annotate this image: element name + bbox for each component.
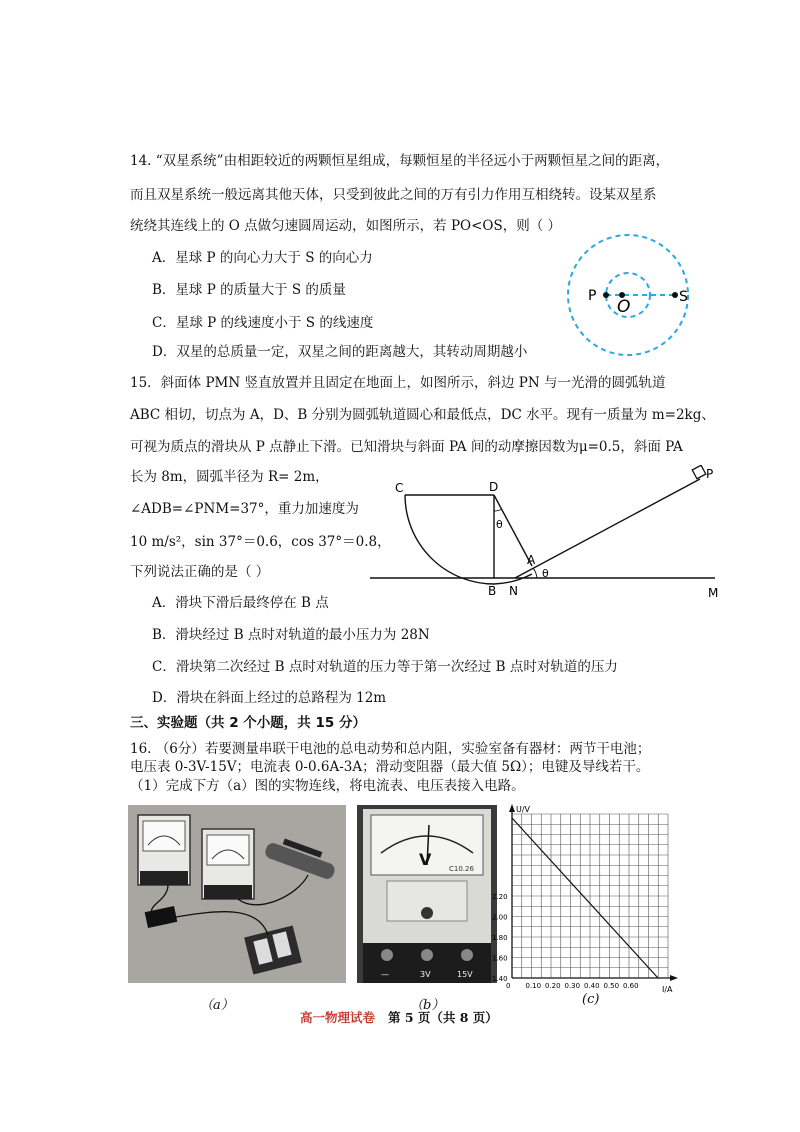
x-tick-label: 0.50 (603, 982, 620, 990)
q15-line7: 下列说法正确的是（ ） (130, 564, 270, 580)
incline-pn (515, 479, 700, 578)
arc-abc (405, 495, 494, 584)
q15-line6: 10 m/s²，sin 37°＝0.6，cos 37°＝0.8， (130, 534, 391, 550)
x-tick-label: 0 (506, 982, 511, 990)
q15-option-d: D．滑块在斜面上经过的总路程为 12m (152, 690, 387, 706)
q14-option-b: B．星球 P 的质量大于 S 的质量 (152, 282, 346, 298)
y-tick-label: 1.60 (492, 954, 508, 963)
label-p: P (706, 467, 714, 481)
label-theta-n: θ (542, 567, 549, 580)
label-s: S (679, 289, 688, 305)
q14-line2: 而且双星系统一般远离其他天体，只受到彼此之间的万有引力作用互相绕转。设某双星系 (130, 187, 657, 203)
section-title: 三、实验题（共 2 个小题，共 15 分） (130, 715, 366, 731)
label-n: N (509, 584, 518, 598)
binary-star-diagram (565, 230, 715, 370)
label-a: A (527, 553, 536, 567)
star-p-dot (603, 292, 609, 298)
q15-option-c: C．滑块第二次经过 B 点时对轨道的压力等于第一次经过 B 点时对轨道的压力 (152, 659, 618, 675)
y-tick-label: 1.80 (492, 934, 508, 942)
arc-ba (494, 574, 532, 584)
y-tick-label: 1.40 (492, 975, 508, 983)
y-tick-label: 2.00 (492, 913, 508, 922)
q15-line1: 15．斜面体 PMN 竖直放置并且固定在地面上，如图所示，斜边 PN 与一光滑的圆弧轨道 (130, 375, 666, 391)
label-m: M (708, 586, 719, 600)
label-b: B (488, 584, 497, 598)
caption-a: （a） (200, 998, 234, 1013)
label-d: D (489, 480, 499, 494)
q14-option-a: A．星球 P 的向心力大于 S 的向心力 (152, 250, 373, 266)
label-p: P (588, 288, 597, 304)
y-axis-label: U/V (516, 805, 531, 814)
x-axis-label: I/A (662, 985, 673, 994)
q15-line4: 长为 8m，圆弧半径为 R= 2m， (130, 469, 329, 485)
photo-b-voltmeter (357, 805, 497, 983)
label-o: O (617, 297, 631, 317)
caption-c: (c) (582, 992, 600, 1007)
footer-title: 高一物理试卷 (300, 1010, 376, 1025)
terminal-neg: — (381, 970, 389, 979)
x-tick-label: 0.30 (564, 982, 581, 990)
q16-line2: 电压表 0-3V-15V；电流表 0-0.6A-3A；滑动变阻器（最大值 5Ω）；电键及导线若干。 (130, 759, 650, 775)
slider-block (692, 465, 706, 479)
q15-option-a: A．滑块下滑后最终停在 B 点 (152, 595, 329, 611)
q15-line3: 可视为质点的滑块从 P 点静止下滑。已知滑块与斜面 PA 间的动摩擦因数为μ=0.5，斜面 PA (130, 439, 683, 455)
q15-line2: ABC 相切，切点为 A，D、B 分别为圆弧轨道圆心和最低点，DC 水平。现有一质量为 m=2kg、 (130, 407, 715, 423)
q16-line1: 16. （6分）若要测量串联干电池的总电动势和总内阻，实验室备有器材：两节干电池； (130, 741, 651, 757)
footer-page: 第 5 页（共 8 页） (388, 1010, 498, 1025)
label-c: C (395, 481, 404, 495)
x-tick-label: 0.10 (525, 982, 542, 990)
q14-line3: 统绕其连线上的 O 点做匀速圆周运动，如图所示，若 PO<OS，则（ ） (130, 218, 562, 234)
q14-line1: 14. “双星系统”由相距较近的两颗恒星组成，每颗恒星的半径远小于两颗恒星之间的距离， (130, 153, 670, 169)
meter-letter: V (419, 850, 432, 869)
label-theta-d: θ (496, 518, 503, 531)
q16-line3: （1）完成下方（a）图的实物连线，将电流表、电压表接入电路。 (130, 778, 525, 794)
caption-b: （b） (410, 998, 445, 1013)
q14-option-c: C．星球 P 的线速度小于 S 的线速度 (152, 315, 374, 331)
terminal-3v: 3V (420, 970, 431, 979)
q15-line5: ∠ADB=∠PNM=37°，重力加速度为 (130, 501, 359, 517)
ui-graph-c (490, 800, 690, 1000)
star-s-dot (672, 292, 678, 298)
terminal-15v: 15V (457, 970, 473, 979)
q15-option-b: B．滑块经过 B 点时对轨道的最小压力为 28N (152, 627, 430, 643)
incline-track-diagram (370, 465, 720, 605)
q14-option-d: D．双星的总质量一定，双星之间的距离越大，其转动周期越小 (152, 344, 528, 360)
y-tick-label: 2.20 (492, 893, 508, 901)
meter-model: C10.26 (449, 865, 474, 873)
x-tick-label: 0.20 (545, 982, 561, 990)
x-tick-label: 0.60 (623, 982, 639, 990)
x-tick-label: 0.40 (584, 982, 600, 990)
u-i-line (512, 818, 658, 978)
photo-a-equipment (128, 805, 346, 983)
